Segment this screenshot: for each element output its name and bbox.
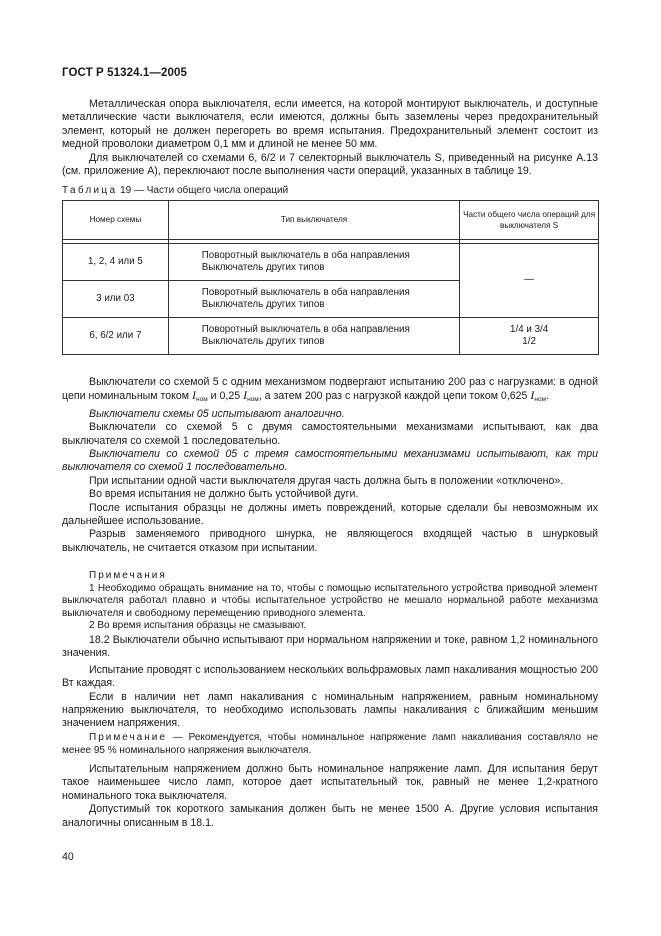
header-operations-part: Части общего числа операций для выключателя S [460,201,599,240]
paragraph-cord: Разрыв заменяемого приводного шнурка, не являющегося входящей частью в шнурковый выключатель, не считается отказом при испытании. [62,528,598,554]
table-caption-label: Таблица [62,185,118,196]
paragraph-three-mechanisms: Выключатели со схемой 05 с тремя самостоятельными механизмами испытывают, как три выключателя со схемой 1 последовательно. [62,448,598,474]
intro-paragraph-selector: Для выключателей со схемами 6, 6/2 и 7 селекторный выключатель S, приведенный на рисунке А.13 (см. приложение А), переключают после выполнения части операций, указанных в таблице 19. [62,151,598,178]
intro-paragraph-grounding: Металлическая опора выключателя, если имеется, на которой монтируют выключатель, и доступные металлические части выключателя, если имеются, должны быть заземлены через предохранительный элемент, который не должен перегореть во время испытания. Предохранительный элемент состоит из медной проволоки диаметром 0,1 мм и длиной не менее 50 мм. [62,98,598,151]
note-1: 1 Необходимо обращать внимание на то, чтобы с помощью испытательного устройства приводной элемент выключателя работал плавно и чтобы испытательное устройство не мешало нормальной работе механизма выключателя и свободному перемещению приводного элемента. [62,582,598,619]
table-caption-text: 19 — Части общего числа операций [117,185,289,196]
operations-table [62,200,599,355]
note-label: Примечание [89,732,167,743]
table-row [63,318,599,355]
paragraph-lamp-voltage: Если в наличии нет ламп накаливания с номинальным напряжением, равным номинальному напряжению выключателя, то необходимо использовать лампы накаливания с ближайшим меньшим значением напряжения. [62,690,598,730]
cell-operations-merged: — [460,244,599,318]
intro-section [62,98,598,178]
header-scheme-number: Номер схемы [63,201,169,240]
paragraph-off-position: При испытании одной части выключателя другая часть должна быть в положении «отключено». [89,474,564,487]
current-symbol: I [192,388,197,403]
type-rotary: Поворотный выключатель в оба направления [201,249,410,261]
cell-scheme: 1, 2, 4 или 5 [63,244,169,281]
test-voltage-section [62,763,598,830]
paragraph-lamps: Испытание проводят с использованием нескольких вольфрамовых ламп накаливания мощностью 200 Вт каждая. [62,663,598,690]
note-text: — Рекомендуется, чтобы номинальное напряжение ламп накаливания составляло не менее 95 % номинального напряжения выключателя. [62,732,598,756]
cell-scheme: 3 или 03 [63,281,169,318]
paragraph-no-arc: Во время испытания не должно быть устойчивой дуги. [89,488,359,501]
recommendation-note [62,732,598,757]
paragraph-scheme-05: Выключатели схемы 05 испытывают аналогично. [89,407,345,420]
type-other: Выключатель других типов [201,336,325,347]
paragraph-scheme-5: Выключатели со схемой 5 с одним механизмом подвергают испытанию 200 раз с нагрузками: в одной цепи номинальным током $I_{ном}$ и 0,25 $I_{ном}$, а затем 200 раз с нагрузкой каждой цепи током 0,625 $I_{ном}$. [62,376,598,404]
cell-switch-type [168,318,459,355]
cell-switch-type [168,244,459,281]
scheme-testing-section [62,376,598,555]
operations-rotary: 1/4 и 3/4 [510,323,549,335]
paragraph-two-mechanisms: Выключатели со схемой 5 с двумя самостоятельными механизмами испытывают, как два выключателя со схемой 1 последовательно. [62,421,598,447]
note-2: 2 Во время испытания образцы не смазывают. [89,620,307,632]
cell-scheme: 6, 6/2 или 7 [63,318,169,355]
section-18-2 [62,634,598,731]
paragraph-short-circuit: Допустимый ток короткого замыкания должен быть не менее 1500 А. Другие условия испытания аналогичны описанным в 18.1. [62,803,598,829]
cell-switch-type [168,281,459,318]
document-header: ГОСТ Р 51324.1—2005 [62,67,187,79]
page-number: 40 [62,851,74,863]
cell-operations [460,318,599,355]
type-other: Выключатель других типов [201,299,325,310]
type-rotary: Поворотный выключатель в оба направления [201,323,410,335]
paragraph-test-voltage: Испытательным напряжением должно быть номинальное напряжение ламп. Для испытания берут такое наименьшее число ламп, которое дает испытательный ток, равный не менее 1,2-кратного номинального тока выключателя. [62,763,598,802]
paragraph-18-2: 18.2 Выключатели обычно испытывают при нормальном напряжении и токе, равном 1,2 номинального значения. [62,634,598,660]
notes-block [62,570,598,633]
notes-title: Примечания [89,570,167,581]
table-caption [62,184,288,197]
current-symbol: I [243,388,248,403]
operations-other: 1/2 [522,336,536,347]
header-switch-type: Тип выключателя [168,201,459,240]
table-row [63,244,599,281]
paragraph-no-damage: После испытания образцы не должны иметь повреждений, которые сделали бы невозможным их дальнейшее использование. [62,501,598,528]
current-symbol: I [530,388,535,403]
type-other: Выключатель других типов [201,262,325,273]
table-header-row [63,201,599,240]
type-rotary: Поворотный выключатель в оба направления [201,286,410,298]
